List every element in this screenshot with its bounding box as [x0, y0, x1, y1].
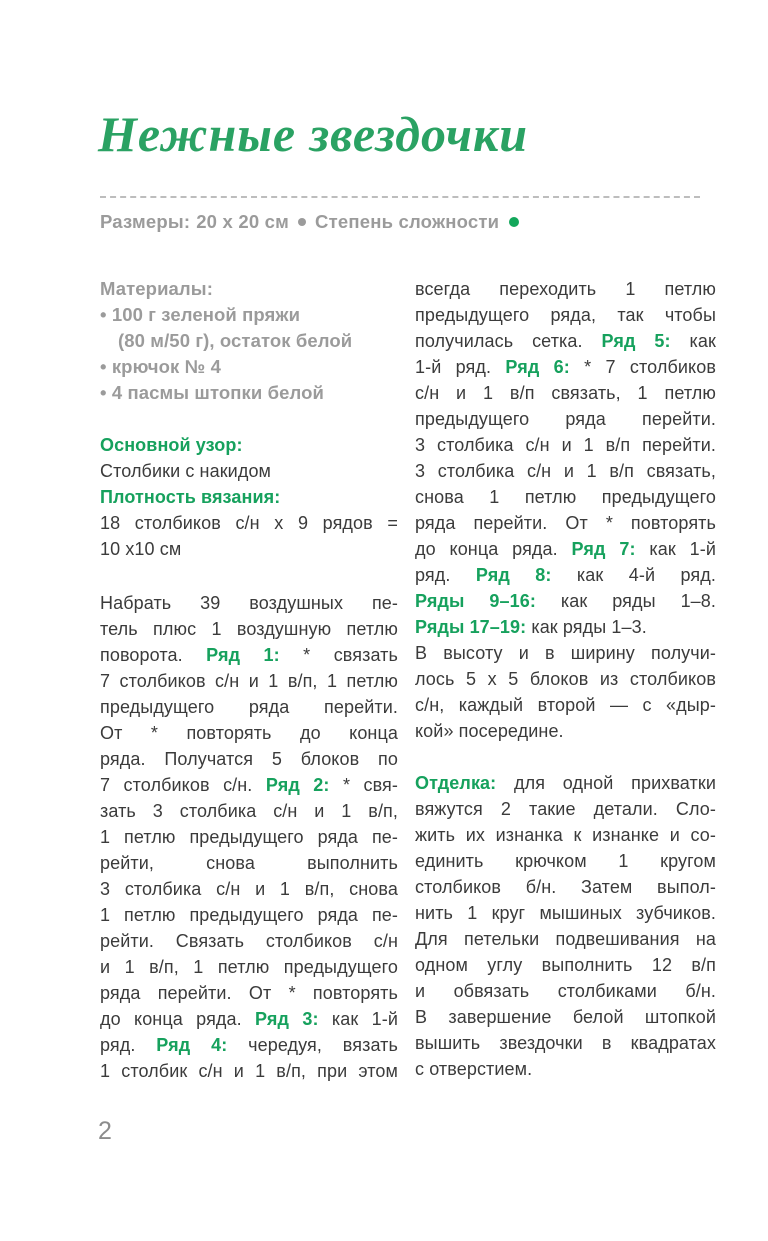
text-line: (80 м/50 г), остаток белой — [118, 330, 353, 351]
text-line: Столбики с накидом — [100, 461, 272, 481]
left-column — [100, 276, 398, 1084]
separator-dot-icon — [298, 218, 306, 226]
text-line: В завершение белой штопкой — [415, 1007, 716, 1027]
text-line: Основной узор: — [100, 435, 243, 455]
text-line: тель плюс 1 воздушную петлю — [100, 619, 398, 639]
text-line: От * повторять до конца — [100, 723, 398, 743]
text-line: 1-й ряд. Ряд 6: * 7 столбиков — [415, 357, 716, 377]
page-number: 2 — [98, 1117, 112, 1145]
difficulty-dot-icon — [509, 217, 519, 227]
text-line: и обвязать столбиками б/н. — [415, 981, 716, 1001]
text-line: предыдущего ряда перейти. — [415, 409, 716, 429]
text-line: до конца ряда. Ряд 3: как 1-й — [100, 1009, 398, 1029]
text-line: единить крючком 1 кругом — [415, 851, 716, 871]
materials-section — [100, 276, 398, 406]
text-line: 1 петлю предыдущего ряда пе- — [100, 827, 398, 847]
content-columns — [100, 276, 716, 1084]
text-line: лось 5 х 5 блоков из столбиков — [415, 669, 716, 689]
text-line: ряда. Получатся 5 блоков по — [100, 749, 398, 769]
text-line: всегда переходить 1 петлю — [415, 279, 716, 299]
spacer — [100, 406, 398, 432]
text-line: 1 столбик с/н и 1 в/п, при этом — [100, 1061, 398, 1081]
text-line: жить их изнанка к изнанке и со- — [415, 825, 716, 845]
text-line: с отверстием. — [415, 1059, 533, 1079]
text-line: Отделка: для одной прихватки — [415, 773, 716, 793]
text-line: предыдущего ряда перейти. — [100, 697, 398, 717]
text-line: 18 столбиков с/н х 9 рядов = — [100, 513, 398, 533]
text-line: 10 х10 см — [100, 539, 182, 559]
sizes-value: 20 х 20 см — [196, 211, 290, 232]
text-line: кой» посередине. — [415, 721, 564, 741]
text-line: • крючок № 4 — [100, 356, 221, 377]
text-line: Ряды 17–19: как ряды 1–3. — [415, 617, 647, 637]
text-line: предыдущего ряда, так чтобы — [415, 305, 716, 325]
dashed-divider — [100, 196, 700, 198]
text-line: и 1 в/п, 1 петлю предыдущего — [100, 957, 398, 977]
text-line: 7 столбиков с/н и 1 в/п, 1 петлю — [100, 671, 398, 691]
right-column — [415, 276, 716, 1084]
text-line: рейти, снова выполнить — [100, 853, 398, 873]
difficulty-label: Степень сложности — [315, 211, 500, 232]
text-line: Ряды 9–16: как ряды 1–8. — [415, 591, 716, 611]
text-line: В высоту и в ширину получи- — [415, 643, 716, 663]
text-line: получилась сетка. Ряд 5: как — [415, 331, 716, 351]
text-line: с/н и 1 в/п связать, 1 петлю — [415, 383, 716, 403]
spacer — [100, 562, 398, 590]
text-line: одном углу выполнить 12 в/п — [415, 955, 716, 975]
text-line: рейти. Связать столбиков с/н — [100, 931, 398, 951]
spacer — [415, 744, 716, 770]
text-line: Для петельки подвешивания на — [415, 929, 716, 949]
text-line: • 100 г зеленой пряжи — [100, 304, 301, 325]
text-line: 3 столбика с/н и 1 в/п связать, — [415, 461, 716, 481]
text-line: 3 столбика с/н и 1 в/п, снова — [100, 879, 398, 899]
page-title: Нежные звездочки — [98, 106, 529, 162]
text-line: ряда перейти. От * повторять — [100, 983, 398, 1003]
text-line: до конца ряда. Ряд 7: как 1-й — [415, 539, 716, 559]
text-line: снова 1 петлю предыдущего — [415, 487, 716, 507]
text-line: вяжутся 2 такие детали. Сло- — [415, 799, 716, 819]
pattern-gauge-section — [100, 432, 398, 562]
text-line: ряда перейти. От * повторять — [415, 513, 716, 533]
text-line: Плотность вязания: — [100, 487, 281, 507]
text-line: ряд. Ряд 4: чередуя, вязать — [100, 1035, 398, 1055]
text-line: Материалы: — [100, 278, 213, 299]
text-line: 7 столбиков с/н. Ряд 2: * свя- — [100, 775, 398, 795]
text-line: вышить звездочки в квадратах — [415, 1033, 716, 1053]
text-line: • 4 пасмы штопки белой — [100, 382, 325, 403]
instructions-right — [415, 276, 716, 744]
instructions-left — [100, 590, 398, 1084]
sizes-label: Размеры: — [100, 211, 191, 232]
text-line: поворота. Ряд 1: * связать — [100, 645, 398, 665]
text-line: 3 столбика с/н и 1 в/п перейти. — [415, 435, 716, 455]
finishing-section — [415, 770, 716, 1082]
text-line: нить 1 круг мышиных зубчиков. — [415, 903, 716, 923]
text-line: с/н, каждый второй — с «дыр- — [415, 695, 716, 715]
text-line: Набрать 39 воздушных пе- — [100, 593, 398, 613]
text-line: зать 3 столбика с/н и 1 в/п, — [100, 801, 398, 821]
text-line: столбиков б/н. Затем выпол- — [415, 877, 716, 897]
text-line: 1 петлю предыдущего ряда пе- — [100, 905, 398, 925]
text-line: ряд. Ряд 8: как 4-й ряд. — [415, 565, 716, 585]
meta-line — [100, 210, 519, 234]
